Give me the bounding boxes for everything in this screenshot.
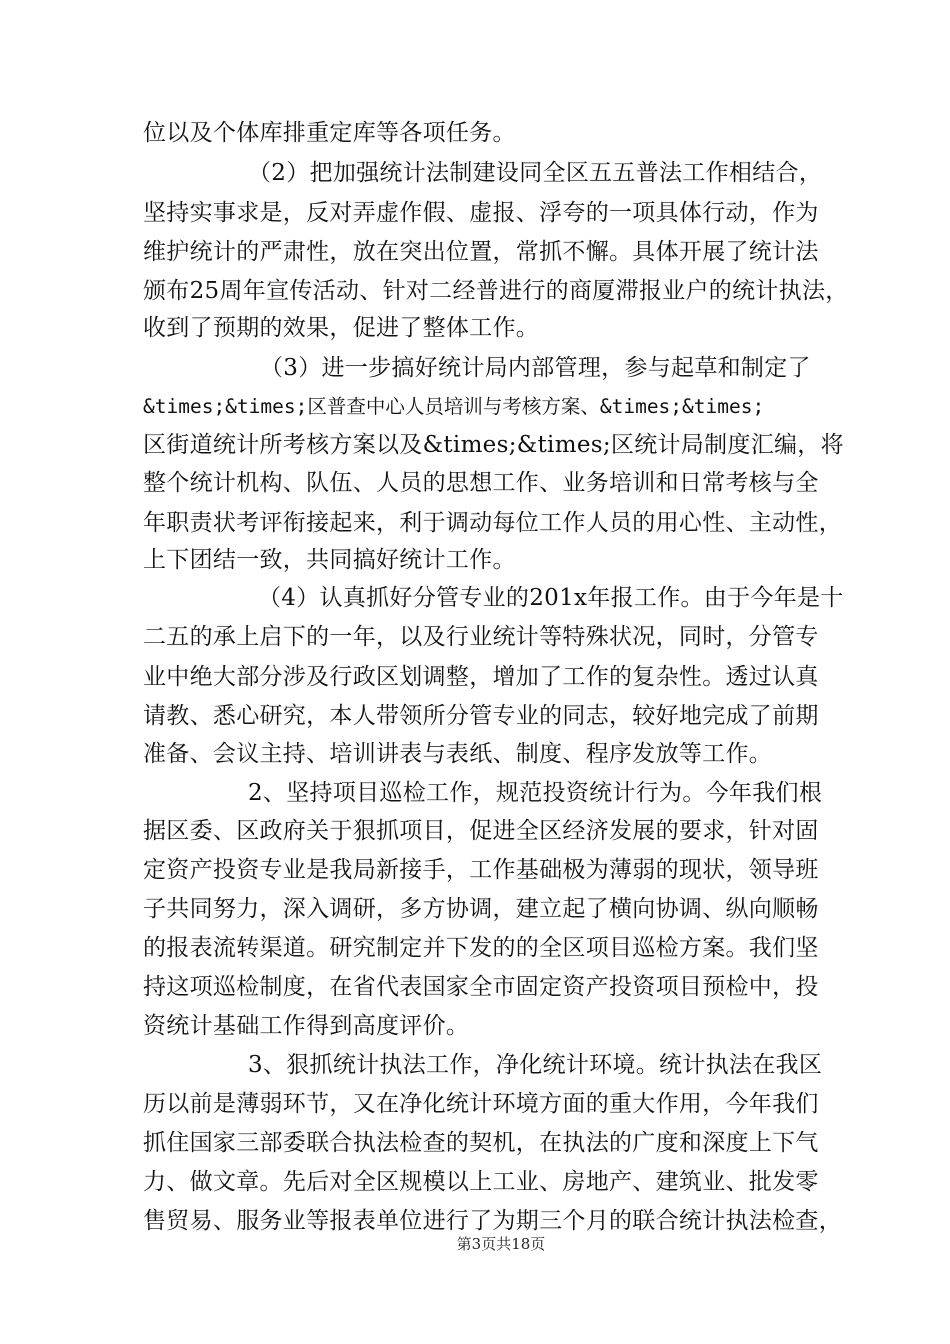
- text-line: 售贸易、服务业等报表单位进行了为期三个月的联合统计执法检查，: [143, 1208, 842, 1234]
- text-line: 上下团结一致，共同搞好统计工作。: [143, 547, 516, 573]
- text-line: 颁布25周年宣传活动、针对二经普进行的商厦滞报业户的统计执法，: [143, 278, 849, 304]
- text-line: 历以前是薄弱环节，又在净化统计环境方面的重大作用，今年我们: [143, 1091, 819, 1117]
- text-line: 子共同努力，深入调研，多方协调，建立起了横向协调、纵向顺畅: [143, 896, 819, 922]
- text-line: （4）认真抓好分管专业的201x年报工作。由于今年是十: [258, 585, 844, 611]
- text-line: 整个统计机构、队伍、人员的思想工作、业务培训和日常考核与全: [143, 470, 819, 496]
- text-line: 持这项巡检制度，在省代表国家全市固定资产投资项目预检中，投: [143, 974, 819, 1000]
- text-line: 业中绝大部分涉及行政区划调整，增加了工作的复杂性。透过认真: [143, 664, 819, 690]
- text-line: 定资产投资专业是我局新接手，工作基础极为薄弱的现状，领导班: [143, 857, 819, 883]
- text-line: 收到了预期的效果，促进了整体工作。: [143, 315, 540, 341]
- text-line: 据区委、区政府关于狠抓项目，促进全区经济发展的要求，针对固: [143, 818, 819, 844]
- text-line: 3、狠抓统计执法工作，净化统计环境。统计执法在我区: [248, 1052, 823, 1078]
- text-line: 抓住国家三部委联合执法检查的契机，在执法的广度和深度上下气: [143, 1130, 819, 1156]
- text-line: 的报表流转渠道。研究制定并下发的的全区项目巡检方案。我们坚: [143, 935, 819, 961]
- text-line: 位以及个体库排重定库等各项任务。: [143, 120, 516, 146]
- text-line: 力、做文章。先后对全区规模以上工业、房地产、建筑业、批发零: [143, 1169, 819, 1195]
- text-line: 坚持实事求是，反对弄虚作假、虚报、浮夸的一项具体行动，作为: [143, 200, 819, 226]
- text-line: 资统计基础工作得到高度评价。: [143, 1013, 470, 1039]
- text-line: 二五的承上启下的一年，以及行业统计等特殊状况，同时，分管专: [143, 624, 819, 650]
- text-line: （2）把加强统计法制建设同全区五五普法工作相结合，: [248, 160, 823, 186]
- text-line: 请教、悉心研究，本人带领所分管专业的同志，较好地完成了前期: [143, 703, 819, 729]
- text-line: 年职责状考评衔接起来，利于调动每位工作人员的用心性、主动性，: [143, 510, 842, 536]
- text-line: 维护统计的严肃性，放在突出位置，常抓不懈。具体开展了统计法: [143, 239, 819, 265]
- text-line: 2、坚持项目巡检工作，规范投资统计行为。今年我们根: [248, 780, 823, 806]
- text-line: （3）进一步搞好统计局内部管理，参与起草和制定了: [260, 355, 811, 381]
- page-number-footer: 第3页共18页: [456, 1235, 546, 1253]
- text-line: &times;&times;区普查中心人员培训与考核方案、&times;&times;: [143, 395, 765, 418]
- text-line: 准备、会议主持、培训讲表与表纸、制度、程序发放等工作。: [143, 741, 773, 767]
- text-line: 区街道统计所考核方案以及&times;&times;区统计局制度汇编，将: [143, 432, 844, 458]
